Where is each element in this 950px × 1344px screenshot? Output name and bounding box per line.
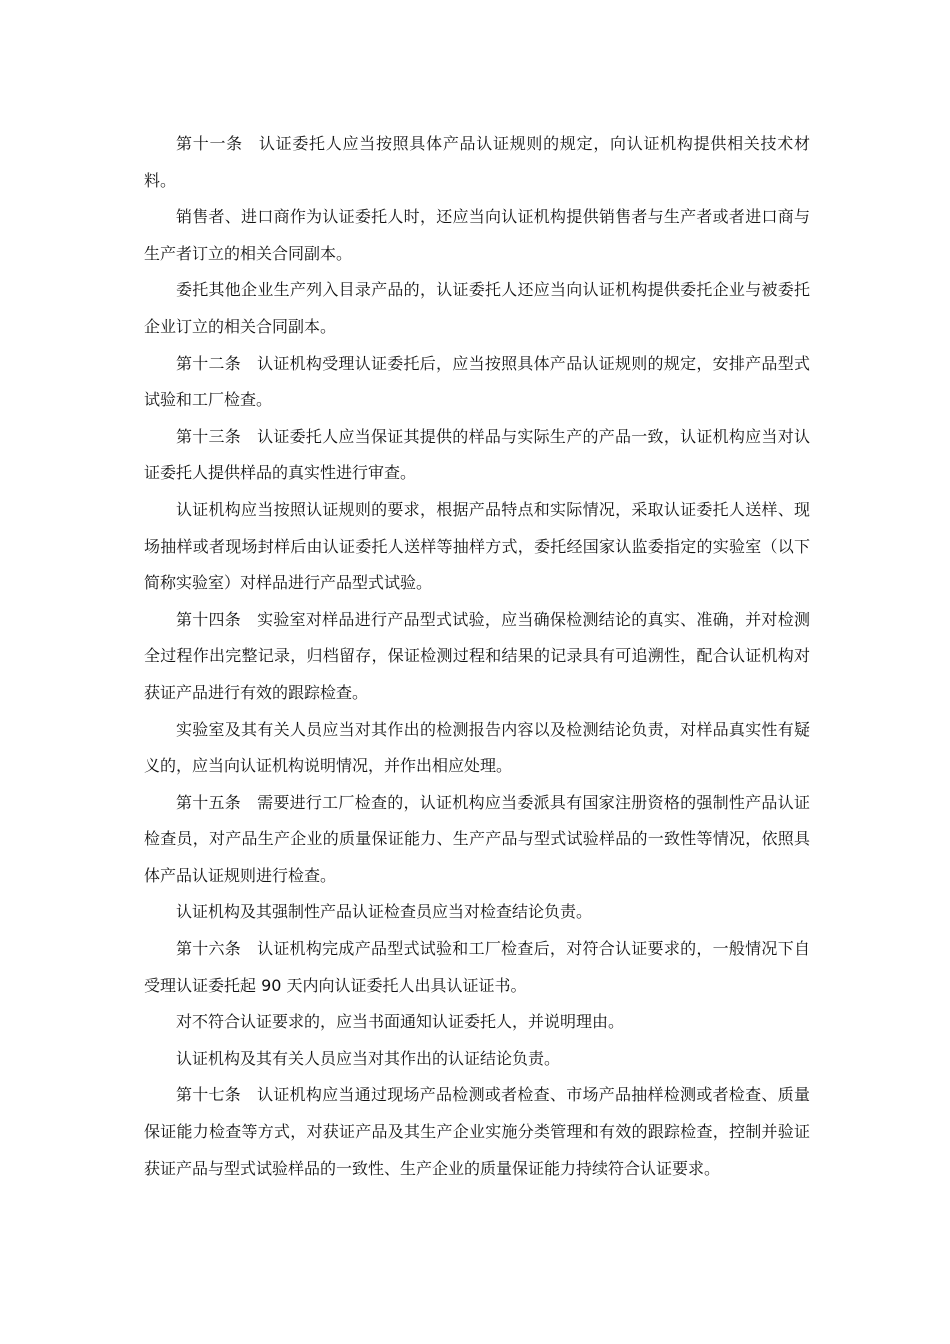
paragraph	[144, 272, 810, 345]
article-number: 第十三条	[176, 426, 242, 446]
paragraph-text: 认证机构应当通过现场产品检测或者检查、市场产品抽样检测或者检查、质量保证能力检查等方式，对获证产品及其生产企业实施分类管理和有效的跟踪检查，控制并验证获证产品与型式试验样品的一致性、生产企业的质量保证能力持续符合认证要求。	[144, 1085, 810, 1178]
paragraph-article-15	[144, 785, 810, 895]
document-body	[144, 126, 810, 1187]
article-number: 第十六条	[176, 939, 242, 959]
paragraph-article-12	[144, 346, 810, 419]
article-number: 第十七条	[176, 1085, 242, 1105]
paragraph-text: 实验室对样品进行产品型式试验，应当确保检测结论的真实、准确，并对检测全过程作出完整记录，归档留存，保证检测过程和结果的记录具有可追溯性，配合认证机构对获证产品进行有效的跟踪检查。	[144, 609, 810, 702]
paragraph-text: 对不符合认证要求的，应当书面通知认证委托人，并说明理由。	[176, 1012, 625, 1032]
paragraph	[144, 492, 810, 602]
paragraph	[144, 712, 810, 785]
article-number: 第十二条	[176, 353, 242, 373]
paragraph-text: 认证机构受理认证委托后，应当按照具体产品认证规则的规定，安排产品型式试验和工厂检查。	[144, 353, 810, 410]
paragraph-text: 认证机构及其强制性产品认证检查员应当对检查结论负责。	[176, 902, 593, 922]
paragraph-text: 需要进行工厂检查的，认证机构应当委派具有国家注册资格的强制性产品认证检查员，对产品生产企业的质量保证能力、生产产品与型式试验样品的一致性等情况，依照具体产品认证规则进行检查。	[144, 792, 810, 885]
paragraph-text: 认证委托人应当按照具体产品认证规则的规定，向认证机构提供相关技术材料。	[144, 134, 810, 190]
paragraph-text: 认证机构完成产品型式试验和工厂检查后，对符合认证要求的，一般情况下自受理认证委托起 90 天内向认证委托人出具认证证书。	[144, 939, 810, 995]
paragraph	[144, 199, 810, 272]
paragraph-text: 认证机构应当按照认证规则的要求，根据产品特点和实际情况，采取认证委托人送样、现场抽样或者现场封样后由认证委托人送样等抽样方式，委托经国家认监委指定的实验室（以下简称实验室）对样品进行产品型式试验。	[144, 499, 810, 593]
paragraph-article-17	[144, 1077, 810, 1187]
article-number: 第十五条	[176, 792, 242, 812]
article-number: 第十一条	[176, 134, 243, 153]
paragraph-text: 实验室及其有关人员应当对其作出的检测报告内容以及检测结论负责，对样品真实性有疑义的，应当向认证机构说明情况，并作出相应处理。	[144, 719, 810, 776]
paragraph-text: 销售者、进口商作为认证委托人时，还应当向认证机构提供销售者与生产者或者进口商与生产者订立的相关合同副本。	[144, 207, 810, 263]
paragraph-text: 认证委托人应当保证其提供的样品与实际生产的产品一致，认证机构应当对认证委托人提供样品的真实性进行审查。	[144, 426, 810, 483]
paragraph-article-11	[144, 126, 810, 199]
paragraph-article-16	[144, 931, 810, 1004]
paragraph-text: 委托其他企业生产列入目录产品的，认证委托人还应当向认证机构提供委托企业与被委托企业订立的相关合同副本。	[144, 280, 810, 336]
paragraph-text: 认证机构及其有关人员应当对其作出的认证结论负责。	[176, 1048, 561, 1068]
paragraph	[144, 894, 810, 931]
article-number: 第十四条	[176, 609, 242, 629]
paragraph	[144, 1041, 810, 1078]
paragraph-article-13	[144, 419, 810, 492]
paragraph	[144, 1004, 810, 1041]
paragraph-article-14	[144, 602, 810, 712]
